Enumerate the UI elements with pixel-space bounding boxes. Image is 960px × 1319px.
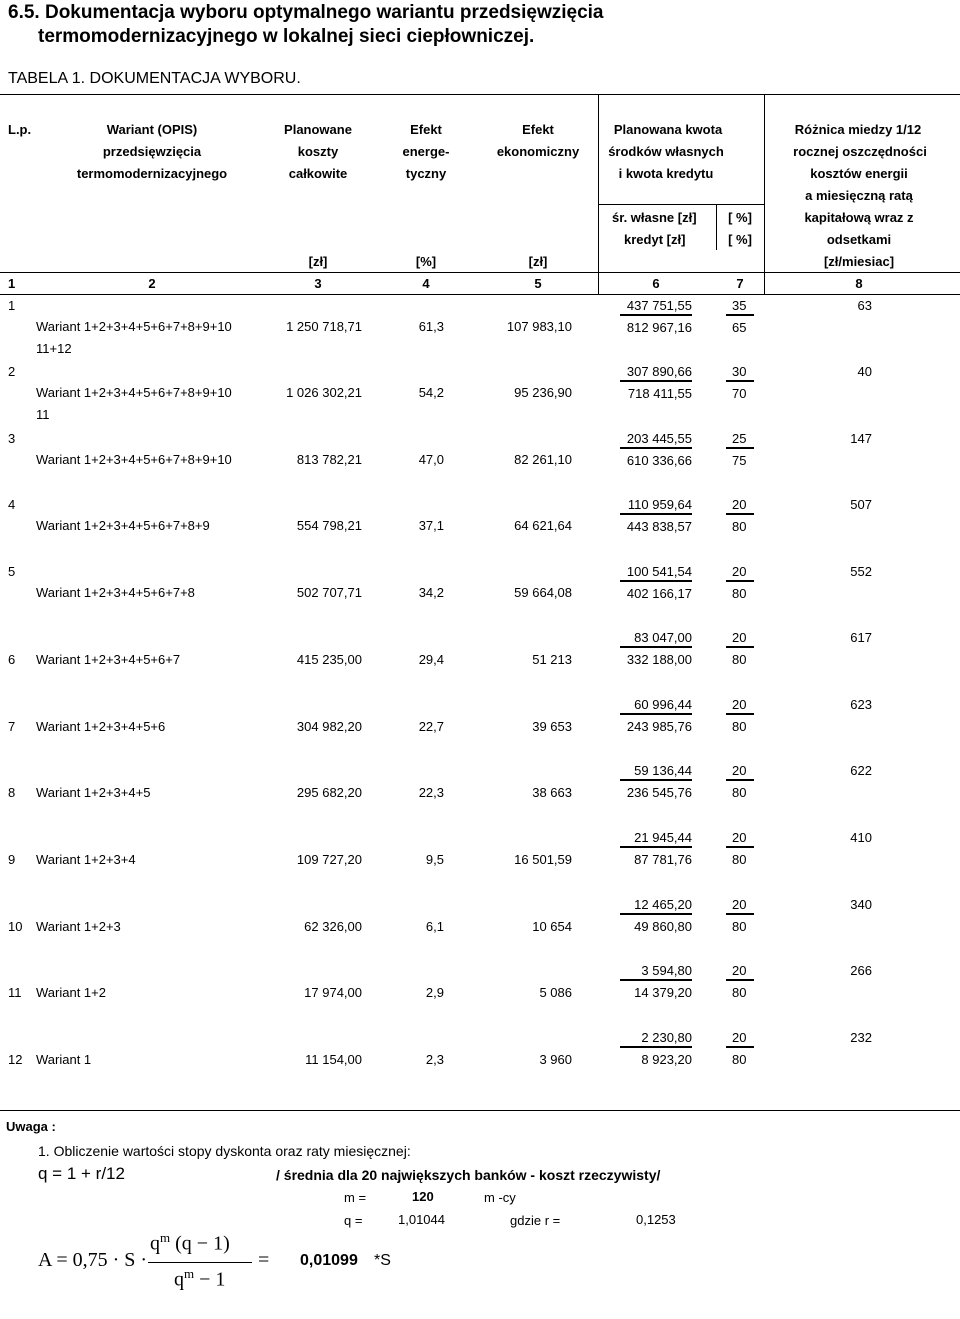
row-koszty: 554 798,21 <box>296 518 362 533</box>
q-value: 1,01044 <box>398 1212 445 1227</box>
underline <box>726 979 754 981</box>
row-pct-kredyt: 80 <box>732 519 747 534</box>
row-roznica: 552 <box>850 564 872 579</box>
row-efekt-energetyczny: 22,3 <box>418 785 444 800</box>
header-planowana-3: i kwota kredytu <box>618 166 714 181</box>
row-pct-kredyt: 80 <box>732 586 747 601</box>
row-koszty: 62 326,00 <box>304 919 362 934</box>
underline <box>726 846 754 848</box>
row-kredyt: 610 336,66 <box>626 453 692 468</box>
row-efekt-ekonomiczny: 5 086 <box>539 985 572 1000</box>
underline <box>726 314 754 316</box>
row-pct-kredyt: 70 <box>732 386 747 401</box>
underline <box>620 646 692 648</box>
row-pct-wlasne: 20 <box>732 1030 747 1045</box>
header-sr-wlasne: śr. własne [zł] <box>612 210 697 225</box>
row-lp: 4 <box>8 497 16 512</box>
header-unit-zl-2: [zł] <box>528 254 548 269</box>
q-label: q = <box>344 1213 363 1228</box>
notes-item-1: 1. Obliczenie wartości stopy dyskonta oraz raty miesięcznej: <box>38 1143 411 1159</box>
row-lp: 11 <box>8 985 22 1000</box>
row-kredyt: 812 967,16 <box>626 320 692 335</box>
m-value: 120 <box>412 1189 434 1204</box>
row-koszty: 415 235,00 <box>296 652 362 667</box>
row-pct-kredyt: 80 <box>732 652 747 667</box>
row-efekt-energetyczny: 37,1 <box>418 518 444 533</box>
header-unit-zl-1: [zł] <box>308 254 328 269</box>
a-result: 0,01099 <box>300 1252 358 1269</box>
row-srodki-wlasne: 203 445,55 <box>626 431 692 446</box>
row-srodki-wlasne: 100 541,54 <box>626 564 692 579</box>
row-roznica: 147 <box>850 431 872 446</box>
row-lp: 5 <box>8 564 16 579</box>
row-pct-kredyt: 65 <box>732 320 747 335</box>
row-wariant: Wariant 1+2 <box>36 985 106 1000</box>
header-planowane-2: koszty <box>297 144 339 159</box>
row-srodki-wlasne: 110 959,64 <box>627 497 692 512</box>
underline <box>620 513 692 515</box>
row-roznica: 507 <box>850 497 872 512</box>
a-suffix: *S <box>374 1252 391 1269</box>
row-wariant-cont: 11 <box>36 407 50 422</box>
row-koszty: 17 974,00 <box>304 985 362 1000</box>
row-wariant: Wariant 1+2+3+4+5 <box>36 785 151 800</box>
row-roznica: 40 <box>857 364 872 379</box>
underline <box>620 1046 692 1048</box>
row-roznica: 340 <box>850 897 872 912</box>
row-efekt-ekonomiczny: 10 654 <box>532 919 572 934</box>
row-wariant: Wariant 1+2+3+4+5+6+7+8+9 <box>36 518 210 533</box>
row-efekt-ekonomiczny: 59 664,08 <box>514 585 572 600</box>
header-planowana-2: środków własnych <box>608 144 724 159</box>
row-lp: 3 <box>8 431 16 446</box>
underline <box>620 447 692 449</box>
section-heading-line1: 6.5. Dokumentacja wyboru optymalnego wariantu przedsięwzięcia <box>8 2 604 23</box>
header-kredyt: kredyt [zł] <box>624 232 686 247</box>
row-lp: 6 <box>8 652 16 667</box>
underline <box>620 846 692 848</box>
row-koszty: 1 026 302,21 <box>286 385 362 400</box>
header-efekt-ek-1: Efekt <box>522 122 554 137</box>
row-wariant: Wariant 1+2+3+4+5+6+7+8 <box>36 585 195 600</box>
row-koszty: 109 727,20 <box>296 852 362 867</box>
row-roznica: 266 <box>850 963 872 978</box>
underline <box>620 713 692 715</box>
row-efekt-energetyczny: 2,3 <box>425 1052 444 1067</box>
row-roznica: 232 <box>850 1030 872 1045</box>
row-kredyt: 87 781,76 <box>634 852 692 867</box>
row-efekt-energetyczny: 47,0 <box>418 452 444 467</box>
row-efekt-ekonomiczny: 51 213 <box>532 652 572 667</box>
header-roznica-5: kapitałową wraz z <box>804 210 914 225</box>
row-roznica: 410 <box>850 830 872 845</box>
header-roznica-2: rocznej oszczędności <box>793 144 927 159</box>
header-roznica-4: a miesięczną ratą <box>805 188 913 203</box>
row-srodki-wlasne: 437 751,55 <box>626 298 692 313</box>
row-efekt-energetyczny: 29,4 <box>418 652 444 667</box>
row-lp: 10 <box>8 919 23 934</box>
col-number: 6 <box>652 276 660 291</box>
row-pct-wlasne: 20 <box>732 830 747 845</box>
col-number: 5 <box>534 276 542 291</box>
row-efekt-energetyczny: 9,5 <box>425 852 444 867</box>
underline <box>620 380 692 382</box>
row-wariant: Wariant 1+2+3+4+5+6+7 <box>36 652 181 667</box>
header-planowane-3: całkowite <box>288 166 348 181</box>
row-wariant: Wariant 1+2+3+4+5+6+7+8+9+10 <box>36 452 232 467</box>
row-srodki-wlasne: 60 996,44 <box>634 697 692 712</box>
row-efekt-ekonomiczny: 16 501,59 <box>514 852 572 867</box>
header-wariant-3: termomodernizacyjnego <box>76 166 228 181</box>
row-pct-kredyt: 80 <box>732 1052 747 1067</box>
underline <box>620 913 692 915</box>
row-pct-kredyt: 80 <box>732 852 747 867</box>
a-denominator: $q^m - 1$ <box>174 1266 226 1291</box>
m-label: m = <box>344 1190 367 1205</box>
header-efekt-en-2: energe- <box>402 144 450 159</box>
row-pct-wlasne: 30 <box>732 364 747 379</box>
row-wariant-cont: 11+12 <box>36 341 72 356</box>
row-koszty: 11 154,00 <box>305 1052 362 1067</box>
underline <box>726 580 754 582</box>
row-lp: 1 <box>8 298 16 313</box>
row-srodki-wlasne: 307 890,66 <box>626 364 692 379</box>
q-formula: q = 1 + r/12 <box>38 1164 125 1183</box>
row-roznica: 622 <box>850 763 872 778</box>
col-number: 2 <box>148 276 156 291</box>
row-pct-kredyt: 80 <box>732 985 747 1000</box>
row-pct-wlasne: 35 <box>732 298 747 313</box>
row-wariant: Wariant 1+2+3+4 <box>36 852 136 867</box>
a-formula-left: A = 0,75 · S · <box>38 1249 148 1271</box>
row-pct-wlasne: 20 <box>732 564 747 579</box>
row-srodki-wlasne: 3 594,80 <box>641 963 692 978</box>
row-lp: 7 <box>8 719 16 734</box>
underline <box>726 713 754 715</box>
row-efekt-energetyczny: 54,2 <box>418 385 444 400</box>
header-roznica-1: Różnica miedzy 1/12 <box>794 122 922 137</box>
r-label: gdzie r = <box>510 1213 561 1228</box>
row-srodki-wlasne: 83 047,00 <box>634 630 692 645</box>
fraction-bar <box>148 1262 252 1263</box>
underline <box>726 447 754 449</box>
header-unit-pct: [%] <box>415 254 437 269</box>
header-roznica-3: kosztów energii <box>810 166 908 181</box>
row-koszty: 502 707,71 <box>296 585 362 600</box>
row-kredyt: 402 166,17 <box>626 586 692 601</box>
row-lp: 9 <box>8 852 16 867</box>
row-kredyt: 49 860,80 <box>634 919 692 934</box>
underline <box>620 779 692 781</box>
row-pct-wlasne: 20 <box>732 497 747 512</box>
header-pct-1: [ %] <box>728 210 752 225</box>
row-lp: 2 <box>8 364 16 379</box>
row-wariant: Wariant 1+2+3+4+5+6 <box>36 719 166 734</box>
underline <box>620 979 692 981</box>
row-efekt-energetyczny: 34,2 <box>418 585 444 600</box>
underline <box>726 1046 754 1048</box>
underline <box>726 380 754 382</box>
row-efekt-energetyczny: 2,9 <box>425 985 444 1000</box>
row-lp: 8 <box>8 785 16 800</box>
header-planowana-1: Planowana kwota <box>613 122 723 137</box>
row-kredyt: 8 923,20 <box>641 1052 692 1067</box>
row-pct-kredyt: 80 <box>732 785 747 800</box>
underline <box>620 314 692 316</box>
row-efekt-ekonomiczny: 95 236,90 <box>514 385 572 400</box>
header-unit-zl-miesiac: [zł/miesiac] <box>823 254 895 269</box>
row-wariant: Wariant 1+2+3+4+5+6+7+8+9+10 <box>36 319 232 334</box>
header-lp: L.p. <box>8 122 32 137</box>
row-koszty: 1 250 718,71 <box>286 319 362 334</box>
section-heading-line2: termomodernizacyjnego w lokalnej sieci ciepłowniczej. <box>38 26 535 47</box>
header-efekt-ek-2: ekonomiczny <box>496 144 580 159</box>
header-wariant-2: przedsięwzięcia <box>102 144 202 159</box>
row-wariant: Wariant 1 <box>36 1052 92 1067</box>
header-wariant-1: Wariant (OPIS) <box>106 122 198 137</box>
row-efekt-ekonomiczny: 38 663 <box>532 785 572 800</box>
row-srodki-wlasne: 2 230,80 <box>641 1030 692 1045</box>
row-pct-wlasne: 20 <box>732 630 747 645</box>
header-roznica-6: odsetkami <box>826 232 892 247</box>
col-number: 1 <box>8 276 16 291</box>
a-numerator: $q^m$ (q − 1) <box>150 1230 230 1255</box>
row-efekt-ekonomiczny: 107 983,10 <box>506 319 572 334</box>
col-number: 3 <box>314 276 322 291</box>
row-efekt-energetyczny: 61,3 <box>418 319 444 334</box>
row-lp: 12 <box>8 1052 23 1067</box>
row-roznica: 63 <box>857 298 872 313</box>
underline <box>726 646 754 648</box>
srednia-note: / średnia dla 20 największych banków - koszt rzeczywisty/ <box>276 1167 661 1183</box>
table-title: TABELA 1. DOKUMENTACJA WYBORU. <box>8 70 301 87</box>
row-pct-wlasne: 20 <box>732 963 747 978</box>
row-efekt-ekonomiczny: 82 261,10 <box>514 452 572 467</box>
notes-heading: Uwaga : <box>6 1119 56 1134</box>
row-efekt-energetyczny: 6,1 <box>425 919 444 934</box>
row-efekt-ekonomiczny: 3 960 <box>539 1052 572 1067</box>
header-efekt-en-1: Efekt <box>410 122 442 137</box>
row-efekt-ekonomiczny: 64 621,64 <box>514 518 572 533</box>
row-srodki-wlasne: 21 945,44 <box>634 830 692 845</box>
r-value: 0,1253 <box>636 1212 676 1227</box>
header-planowane-1: Planowane <box>284 122 352 137</box>
row-srodki-wlasne: 59 136,44 <box>634 763 692 778</box>
header-efekt-en-3: tyczny <box>405 166 447 181</box>
header-pct-2: [ %] <box>728 232 752 247</box>
row-pct-kredyt: 75 <box>732 453 747 468</box>
row-wariant: Wariant 1+2+3 <box>36 919 121 934</box>
row-pct-kredyt: 80 <box>732 919 747 934</box>
a-equals: = <box>258 1249 270 1271</box>
row-efekt-ekonomiczny: 39 653 <box>532 719 572 734</box>
row-kredyt: 718 411,55 <box>627 386 692 401</box>
underline <box>726 513 754 515</box>
row-efekt-energetyczny: 22,7 <box>418 719 444 734</box>
col-number: 8 <box>855 276 863 291</box>
row-pct-wlasne: 25 <box>732 431 747 446</box>
row-kredyt: 332 188,00 <box>626 652 692 667</box>
row-pct-wlasne: 20 <box>732 697 747 712</box>
row-kredyt: 14 379,20 <box>634 985 692 1000</box>
row-roznica: 623 <box>850 697 872 712</box>
row-kredyt: 243 985,76 <box>626 719 692 734</box>
underline <box>726 913 754 915</box>
row-wariant: Wariant 1+2+3+4+5+6+7+8+9+10 <box>36 385 232 400</box>
row-koszty: 813 782,21 <box>296 452 362 467</box>
col-number: 4 <box>422 276 430 291</box>
underline <box>620 580 692 582</box>
underline <box>726 779 754 781</box>
row-pct-kredyt: 80 <box>732 719 747 734</box>
row-pct-wlasne: 20 <box>732 763 747 778</box>
m-unit: m -cy <box>484 1190 516 1205</box>
row-roznica: 617 <box>850 630 872 645</box>
row-kredyt: 443 838,57 <box>626 519 692 534</box>
row-koszty: 295 682,20 <box>296 785 362 800</box>
row-koszty: 304 982,20 <box>296 719 362 734</box>
row-srodki-wlasne: 12 465,20 <box>634 897 692 912</box>
row-kredyt: 236 545,76 <box>626 785 692 800</box>
row-pct-wlasne: 20 <box>732 897 747 912</box>
col-number: 7 <box>736 276 744 291</box>
